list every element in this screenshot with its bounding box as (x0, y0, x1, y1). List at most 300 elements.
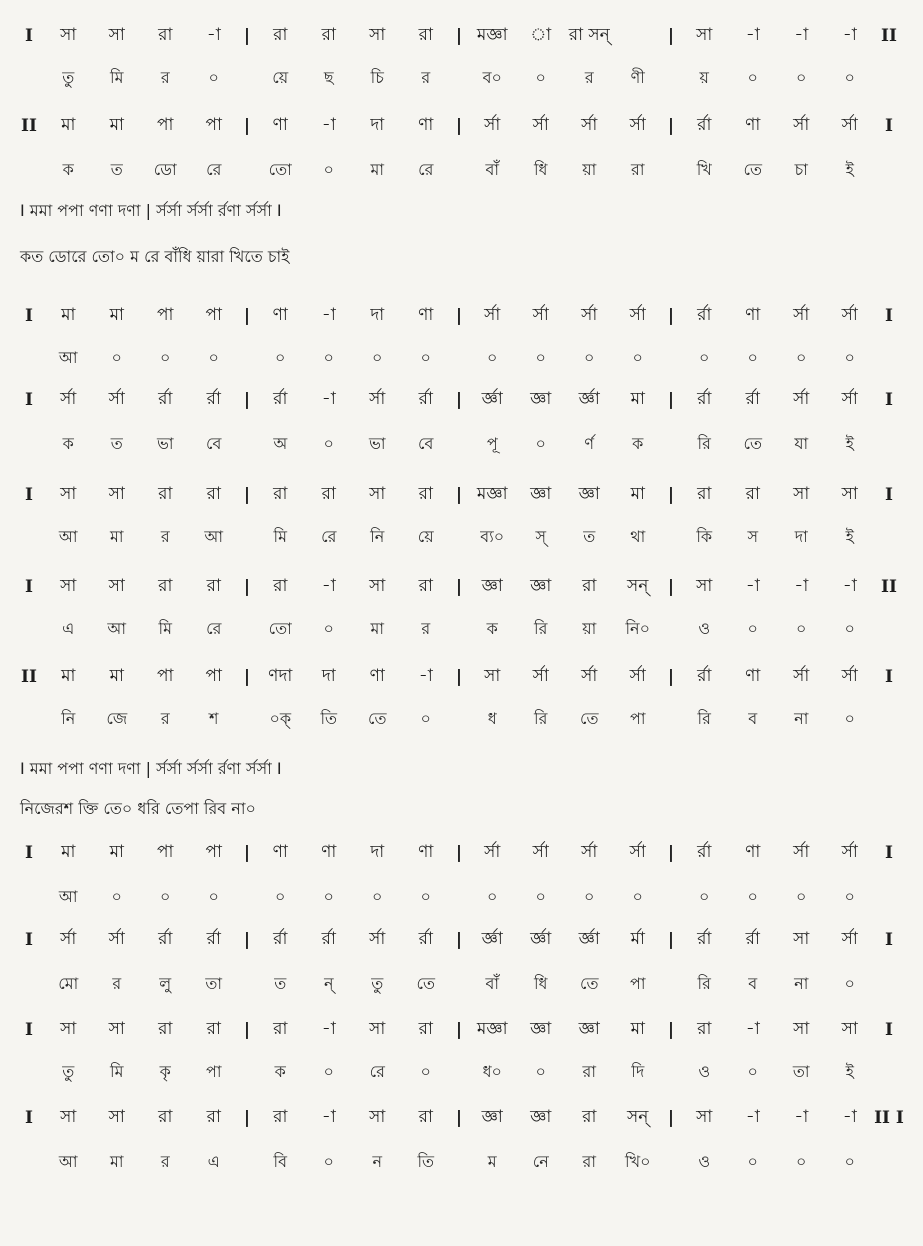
lyric-syllable: ০ (747, 347, 758, 367)
lyric-syllable: রি (697, 973, 711, 993)
lyric-syllable: বে (418, 433, 434, 453)
note-cell: র্সা (60, 929, 77, 949)
notation-row (14, 483, 904, 507)
note-cell: সা (369, 1019, 386, 1039)
lyric-syllable: ক (62, 159, 74, 179)
lyric-syllable: ০ (747, 67, 758, 87)
lyric-syllable: নি (61, 708, 76, 728)
lyric-syllable: ই (845, 1061, 854, 1081)
note-cell: র্জ্ঞা (578, 929, 600, 949)
lyric-syllable: মি (273, 526, 287, 546)
barline: | (667, 843, 675, 863)
note-cell: মা (109, 115, 124, 135)
lyric-syllable: ০ (747, 886, 758, 906)
lyric-syllable: য়ে (272, 67, 289, 87)
end-barline: I (885, 485, 893, 505)
note-cell: রা (158, 576, 173, 596)
lyric-syllable: মা (370, 618, 385, 638)
note-cell: ণা (745, 115, 761, 135)
lyric-syllable: স (747, 526, 759, 546)
lyric-syllable: কৃ (159, 1061, 171, 1081)
lyric-syllable: চি (370, 67, 384, 87)
note-cell: সা (841, 484, 858, 504)
barline: | (243, 930, 251, 950)
notation-row (14, 1018, 904, 1042)
note-cell: জ্ঞা (481, 576, 503, 596)
note-cell: জ্ঞা (481, 1107, 503, 1127)
note-cell: র্রা (321, 929, 336, 949)
lyric-syllable: ক (274, 1061, 286, 1081)
note-cell: পা (157, 666, 174, 686)
lyric-syllable: ধ (487, 708, 497, 728)
note-cell: র্রা (697, 842, 712, 862)
end-barline: I (885, 306, 893, 326)
note-cell: দা (321, 666, 336, 686)
note-cell: সা (696, 25, 713, 45)
note-cell: রা (745, 484, 760, 504)
notation-row (14, 304, 904, 328)
lyric-syllable: ণী (630, 67, 645, 87)
barline: | (455, 390, 463, 410)
note-cell: র্রা (158, 929, 173, 949)
note-cell: -া (321, 1107, 336, 1127)
lyric-syllable: আ (58, 347, 78, 367)
note-cell: সা (484, 666, 501, 686)
lyric-syllable: ০ (584, 347, 595, 367)
lyric-syllable: ০ (844, 886, 855, 906)
note-cell: র্রা (418, 389, 433, 409)
lyric-syllable: বাঁ (485, 973, 500, 993)
note-cell: পা (205, 842, 222, 862)
lyric-syllable: ০ (323, 886, 334, 906)
note-cell: মা (61, 666, 76, 686)
lyric-row (14, 346, 904, 370)
start-barline: I (25, 1108, 33, 1128)
lyric-syllable: য়ে (417, 526, 434, 546)
note-cell: র্সা (484, 115, 501, 135)
lyric-syllable: ব০ (482, 67, 502, 87)
lyric-syllable: মি (110, 67, 124, 87)
lyric-syllable: ত (110, 159, 123, 179)
lyric-syllable: অ (273, 433, 288, 453)
lyric-syllable: যা (794, 433, 809, 453)
lyric-syllable: ০ (632, 347, 643, 367)
note-cell: র্সা (60, 389, 77, 409)
lyric-syllable: মো (58, 973, 79, 993)
note-cell: র্সা (629, 305, 646, 325)
start-barline: I (25, 577, 33, 597)
note-cell: ণা (321, 842, 337, 862)
note-cell: রা (206, 1019, 221, 1039)
lyric-syllable: ০ (699, 886, 710, 906)
end-barline: I (885, 116, 893, 136)
lyric-syllable: ছ (323, 67, 334, 87)
note-cell: -া (418, 666, 433, 686)
lyric-syllable: ও (698, 1061, 711, 1081)
start-barline: I (25, 390, 33, 410)
lyric-syllable: রি (697, 708, 711, 728)
lyric-syllable: এ (62, 618, 75, 638)
note-cell: জ্ঞা (530, 484, 552, 504)
lyric-syllable: ক (632, 433, 644, 453)
note-cell: দা (370, 115, 385, 135)
lyric-syllable: তা (205, 973, 223, 993)
lyric-syllable: ০ (372, 886, 383, 906)
start-barline: I (25, 1020, 33, 1040)
note-cell: র্সা (629, 115, 646, 135)
barline: | (243, 577, 251, 597)
lyric-syllable: ০ (535, 886, 546, 906)
lyric-syllable: জে (106, 708, 128, 728)
note-cell: -া (794, 1107, 809, 1127)
barline: | (243, 485, 251, 505)
note-cell: -া (206, 25, 221, 45)
note-cell: মজ্ঞা (476, 484, 508, 504)
note-cell: মা (109, 842, 124, 862)
lyric-syllable: মি (158, 618, 172, 638)
lyric-syllable: আ (204, 526, 224, 546)
note-cell: সা (60, 576, 77, 596)
lyric-syllable: ০ (747, 1151, 758, 1171)
lyric-syllable: ০ (323, 1151, 334, 1171)
note-cell: রা (206, 576, 221, 596)
lyric-syllable: রি (534, 708, 548, 728)
barline: | (455, 577, 463, 597)
lyric-syllable: র (421, 67, 431, 87)
note-cell: সা (793, 1019, 810, 1039)
lyric-syllable: ভা (368, 433, 386, 453)
note-cell: জ্ঞা (530, 389, 552, 409)
lyric-syllable: মি (110, 1061, 124, 1081)
note-cell: সন্ (627, 1107, 649, 1127)
lyric-syllable: ও (698, 1151, 711, 1171)
lyric-line-compact: নিজেরশ ক্তি তে০ ধরি তেপা রিব না০ (20, 799, 256, 818)
lyric-syllable: ০ (323, 618, 334, 638)
lyric-syllable: র (160, 67, 170, 87)
note-cell: র্রা (697, 389, 712, 409)
note-cell: রা (158, 1019, 173, 1039)
lyric-syllable: ও (698, 618, 711, 638)
lyric-syllable: নে (532, 1151, 549, 1171)
lyric-syllable: আ (58, 526, 78, 546)
note-cell: মা (109, 666, 124, 686)
note-cell: র্সা (532, 305, 549, 325)
lyric-syllable: নি০ (625, 618, 651, 638)
lyric-syllable: য়া (582, 618, 597, 638)
lyric-syllable: আ (58, 886, 78, 906)
barline: | (667, 667, 675, 687)
lyric-syllable: ০ (796, 1151, 807, 1171)
note-cell: র্সা (581, 305, 598, 325)
note-cell: র্সা (841, 929, 858, 949)
lyric-syllable: রি (534, 618, 548, 638)
end-barline: I (885, 390, 893, 410)
notation-row (14, 575, 904, 599)
note-cell: র্সা (793, 842, 810, 862)
lyric-row (14, 158, 904, 182)
end-barline: II (881, 26, 897, 46)
note-cell: পা (205, 666, 222, 686)
note-cell: সা (60, 1107, 77, 1127)
lyric-syllable: ত (274, 973, 287, 993)
barline: | (455, 485, 463, 505)
note-cell: র্সা (108, 389, 125, 409)
note-cell: র্সা (841, 115, 858, 135)
note-cell: রা (582, 1107, 597, 1127)
note-cell: রা (697, 1019, 712, 1039)
note-cell: র্সা (581, 842, 598, 862)
barline: | (243, 1020, 251, 1040)
end-barline: II I (874, 1108, 904, 1128)
note-cell: র্মা (630, 929, 645, 949)
barline: | (243, 1108, 251, 1128)
barline: | (455, 1108, 463, 1128)
start-barline: I (25, 843, 33, 863)
note-cell: সন্ (627, 576, 649, 596)
notation-row (14, 665, 904, 689)
note-cell: সা (60, 1019, 77, 1039)
lyric-syllable: র্ণ (584, 433, 595, 453)
note-cell: -া (321, 305, 336, 325)
note-cell: র্রা (273, 389, 288, 409)
lyric-syllable: ০ (844, 1151, 855, 1171)
notation-row (14, 114, 904, 138)
barline: | (243, 843, 251, 863)
lyric-row (14, 1150, 904, 1174)
lyric-syllable: রে (369, 1061, 385, 1081)
note-cell: -া (842, 576, 857, 596)
lyric-syllable: না (794, 708, 809, 728)
notation-row (14, 841, 904, 865)
note-cell: পা (157, 842, 174, 862)
note-cell: -া (321, 115, 336, 135)
lyric-syllable: ০ (535, 67, 546, 87)
lyric-syllable: তে (580, 973, 599, 993)
note-cell: র্রা (697, 115, 712, 135)
note-cell: রা (321, 484, 336, 504)
barline: | (243, 306, 251, 326)
note-cell: রা (418, 576, 433, 596)
lyric-syllable: ০ (535, 433, 546, 453)
lyric-syllable: রা (582, 1061, 596, 1081)
lyric-syllable: ০ (796, 618, 807, 638)
note-cell: সা (696, 576, 713, 596)
note-cell: র্সা (581, 115, 598, 135)
lyric-syllable: পা (629, 973, 646, 993)
barline: | (243, 667, 251, 687)
lyric-syllable: ০ (699, 347, 710, 367)
note-cell: সা (60, 25, 77, 45)
note-cell: রা (321, 25, 336, 45)
lyric-syllable: ০ (372, 347, 383, 367)
lyric-syllable: ০ (160, 347, 171, 367)
lyric-syllable: খি০ (625, 1151, 651, 1171)
lyric-syllable: রা (631, 159, 645, 179)
note-cell: -া (321, 1019, 336, 1039)
lyric-syllable: তু (62, 1061, 75, 1081)
lyric-syllable: খি (696, 159, 712, 179)
note-cell: র্সা (841, 389, 858, 409)
lyric-syllable: দি (631, 1061, 645, 1081)
lyric-syllable: ত (583, 526, 596, 546)
lyric-syllable: ত (110, 433, 123, 453)
barline: | (455, 930, 463, 950)
lyric-syllable: তা (792, 1061, 810, 1081)
note-cell: রা (273, 25, 288, 45)
lyric-row (14, 707, 904, 731)
note-cell: র্রা (697, 929, 712, 949)
note-cell: র্রা (206, 389, 221, 409)
note-cell: র্সা (484, 305, 501, 325)
note-cell: মা (630, 484, 645, 504)
lyric-syllable: ম (487, 1151, 497, 1171)
barline: | (667, 1108, 675, 1128)
lyric-syllable: র (421, 618, 431, 638)
lyric-syllable: ই (845, 526, 854, 546)
note-cell: র্রা (206, 929, 221, 949)
lyric-syllable: ০ (111, 886, 122, 906)
lyric-syllable: তে (416, 973, 435, 993)
lyric-syllable: ব (748, 973, 758, 993)
note-cell: র্রা (697, 305, 712, 325)
lyric-syllable: ই (845, 159, 854, 179)
note-cell: র্সা (484, 842, 501, 862)
lyric-syllable: ০ (275, 347, 286, 367)
lyric-syllable: ০ক্ (269, 708, 292, 728)
note-cell: রা (206, 484, 221, 504)
note-cell: ণা (418, 305, 434, 325)
barline: | (667, 306, 675, 326)
note-cell: -া (842, 1107, 857, 1127)
lyric-syllable: র (160, 526, 170, 546)
note-cell: ণা (369, 666, 385, 686)
lyric-syllable: ০ (487, 347, 498, 367)
note-cell: র্জ্ঞা (481, 389, 503, 409)
lyric-syllable: ০ (208, 347, 219, 367)
barline: | (243, 116, 251, 136)
note-cell: র্রা (158, 389, 173, 409)
lyric-row (14, 66, 904, 90)
note-cell: র্সা (532, 666, 549, 686)
lyric-syllable: তো (268, 159, 292, 179)
note-cell: র্জ্ঞা (530, 929, 552, 949)
lyric-syllable: তি (320, 708, 338, 728)
note-cell: মজ্ঞা (476, 25, 508, 45)
note-cell: -া (745, 1107, 760, 1127)
lyric-syllable: আ (58, 1151, 78, 1171)
end-barline: I (885, 1020, 893, 1040)
lyric-syllable: ০ (208, 67, 219, 87)
start-barline: II (21, 116, 37, 136)
lyric-syllable: র (160, 1151, 170, 1171)
lyric-syllable: রে (321, 526, 337, 546)
lyric-syllable: ধ০ (482, 1061, 502, 1081)
note-cell: র্সা (793, 666, 810, 686)
lyric-syllable: ০ (844, 67, 855, 87)
barline: | (667, 26, 675, 46)
barline: | (455, 116, 463, 136)
note-cell: র্সা (532, 842, 549, 862)
barline: | (243, 26, 251, 46)
note-cell: মা (61, 305, 76, 325)
lyric-syllable: তে (743, 159, 762, 179)
lyric-syllable: ই (845, 433, 854, 453)
notation-line-compact: I মমা পপা ণণা দণা | র্সর্সা র্সর্সা র্রণা র্সর্সা I (20, 201, 282, 220)
lyric-syllable: ০ (796, 347, 807, 367)
note-cell: সা (369, 484, 386, 504)
lyric-syllable: ০ (747, 1061, 758, 1081)
note-cell: পা (157, 305, 174, 325)
note-cell: সা (696, 1107, 713, 1127)
note-cell: ণা (272, 115, 288, 135)
note-cell: ণা (745, 842, 761, 862)
note-cell: রা (273, 484, 288, 504)
note-cell: মা (109, 305, 124, 325)
note-cell: র্সা (369, 929, 386, 949)
note-cell: রা (418, 25, 433, 45)
lyric-syllable: বাঁ (485, 159, 500, 179)
lyric-syllable: আ (107, 618, 127, 638)
note-cell: র্সা (369, 389, 386, 409)
lyric-syllable: স্ (535, 526, 547, 546)
note-cell: রা (158, 25, 173, 45)
lyric-syllable: ব (748, 708, 758, 728)
note-cell: র্রা (697, 666, 712, 686)
note-cell: রা (418, 1019, 433, 1039)
note-cell: র্জ্ঞা (481, 929, 503, 949)
note-cell: সা (108, 576, 125, 596)
lyric-syllable: ০ (420, 708, 431, 728)
end-barline: II (881, 577, 897, 597)
start-barline: I (25, 306, 33, 326)
lyric-syllable: ০ (323, 433, 334, 453)
note-cell: র্সা (841, 842, 858, 862)
notation-line-compact: I মমা পপা ণণা দণা | র্সর্সা র্সর্সা র্রণা র্সর্সা I (20, 759, 282, 778)
lyric-syllable: ০ (323, 1061, 334, 1081)
lyric-syllable: দা (794, 526, 808, 546)
note-cell: রা (206, 1107, 221, 1127)
lyric-syllable: কি (696, 526, 713, 546)
end-barline: I (885, 667, 893, 687)
note-cell: সা (369, 576, 386, 596)
lyric-syllable: তো (268, 618, 292, 638)
lyric-syllable: ০ (844, 708, 855, 728)
note-cell: া (530, 25, 552, 45)
lyric-syllable: ব্য০ (480, 526, 505, 546)
lyric-syllable: রে (206, 618, 222, 638)
lyric-syllable: র (160, 708, 170, 728)
lyric-syllable: ০ (208, 886, 219, 906)
lyric-syllable: ধি (533, 159, 548, 179)
lyric-row (14, 525, 904, 549)
note-cell: রা (582, 576, 597, 596)
lyric-syllable: ০ (420, 1061, 431, 1081)
note-cell: রা (158, 484, 173, 504)
lyric-syllable: ক (62, 433, 74, 453)
note-cell: র্রা (745, 929, 760, 949)
end-barline: I (885, 843, 893, 863)
note-cell: মা (630, 1019, 645, 1039)
lyric-syllable: য়া (582, 159, 597, 179)
note-cell: মা (61, 842, 76, 862)
note-cell: সা (108, 1019, 125, 1039)
note-cell: মা (630, 389, 645, 409)
barline: | (455, 306, 463, 326)
note-cell: রা (418, 484, 433, 504)
note-cell: সা (108, 1107, 125, 1127)
note-cell: র্জ্ঞা (578, 389, 600, 409)
lyric-syllable: ০ (487, 886, 498, 906)
